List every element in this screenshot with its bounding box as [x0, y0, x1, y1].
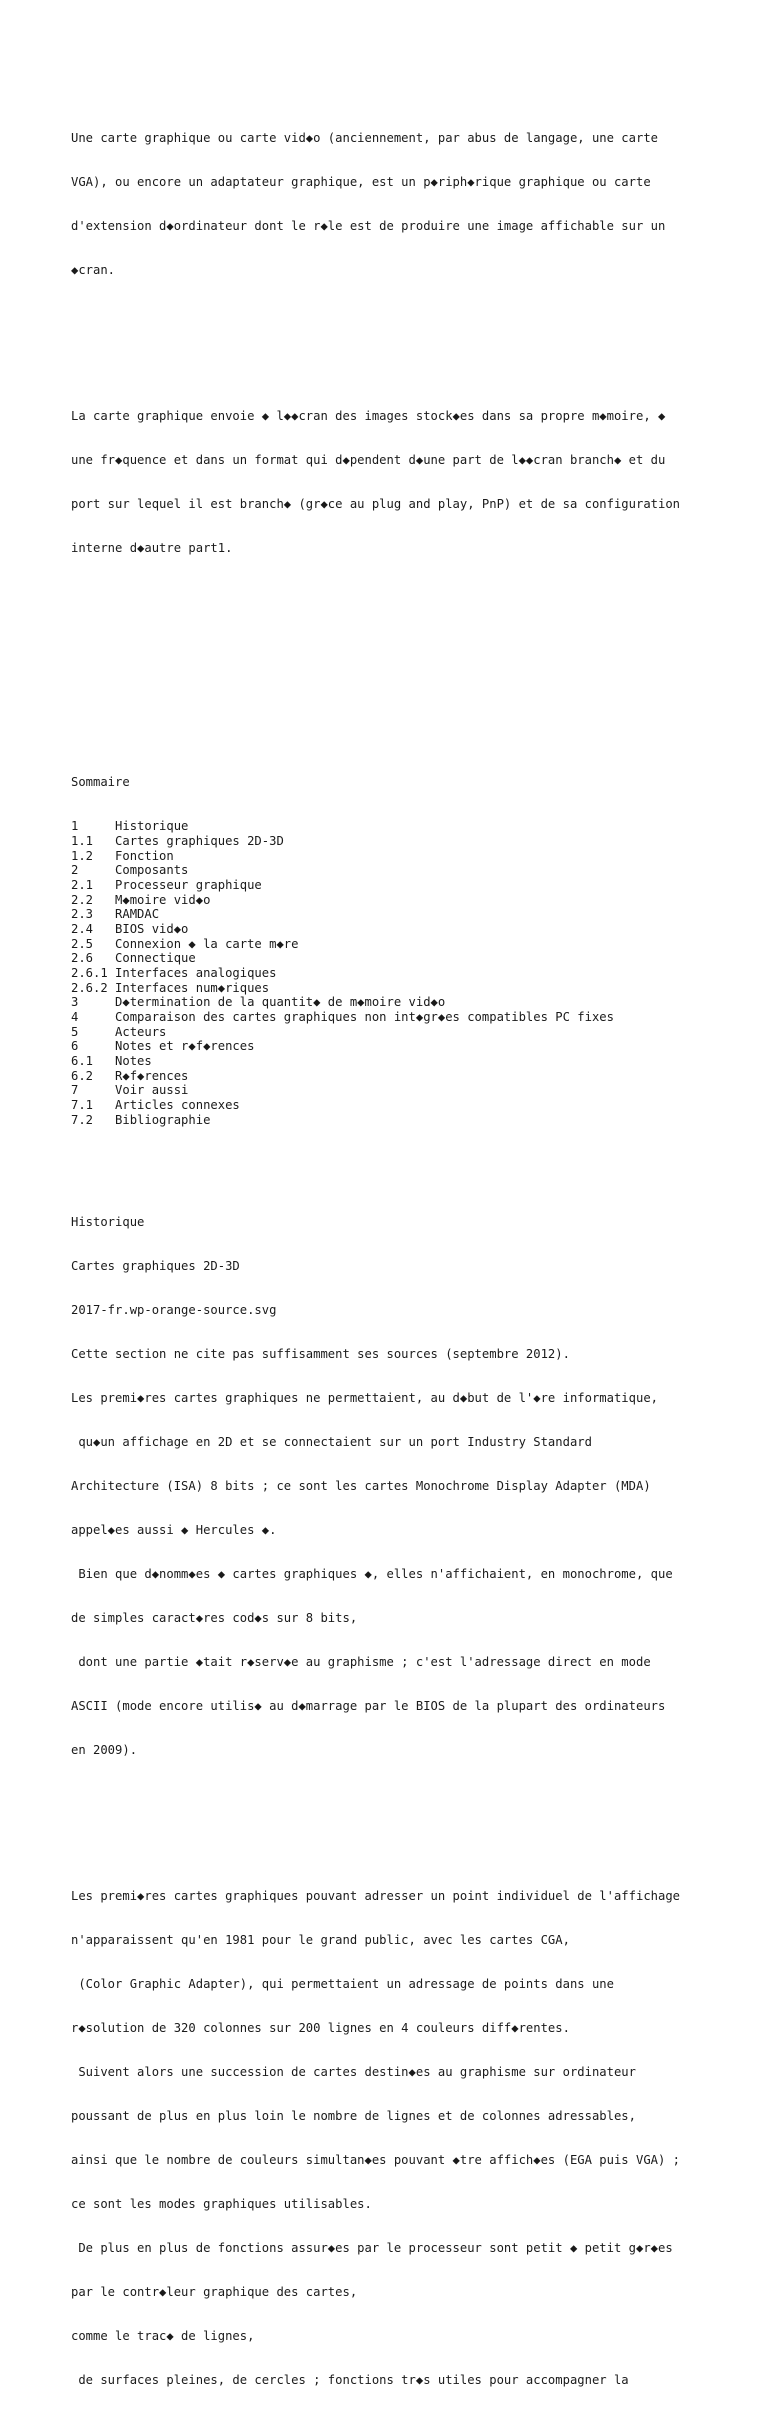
- toc-title-text: Interfaces analogiques: [115, 965, 277, 980]
- toc-number: 4: [71, 1009, 79, 1024]
- toc-title-text: BIOS vid◆o: [115, 922, 189, 936]
- toc-title-text: Connectique: [115, 951, 196, 966]
- toc-title-text: Cartes graphiques 2D-3D: [115, 834, 284, 849]
- toc-title-text: Connexion ◆ la carte m◆re: [115, 936, 299, 951]
- toc-title-text: Interfaces num◆riques: [115, 980, 270, 995]
- text-line: interne d◆autre part1.: [71, 540, 233, 555]
- document-page: [71, 72, 761, 2432]
- toc-number: 2.4: [71, 922, 94, 936]
- text-line: ce sont les modes graphiques utilisables.: [71, 2197, 372, 2212]
- paragraph-gap: [71, 702, 761, 717]
- text-line: de simples caract◆res cod◆s sur 8 bits,: [71, 1610, 358, 1625]
- toc-title-text: Articles connexes: [115, 1097, 240, 1112]
- toc-number: 7.2: [71, 1112, 94, 1127]
- text-line: Les premi◆res cartes graphiques pouvant adresser un point individuel de l'affichage: [71, 1889, 681, 1904]
- text-line: Une carte graphique ou carte vid◆o (anciennement, par abus de langage, une carte: [71, 130, 658, 145]
- toc-title-text: RAMDAC: [115, 907, 160, 922]
- toc-title-text: Bibliographie: [115, 1112, 211, 1127]
- text-line: port sur lequel il est branch◆ (gr◆ce au plug and play, PnP) et de sa configuration: [71, 497, 681, 512]
- toc-entry: [71, 878, 761, 893]
- toc-title-text: Composants: [115, 863, 189, 878]
- toc-entry: [71, 849, 761, 864]
- toc-title: Sommaire: [71, 775, 130, 790]
- text-line: ainsi que le nombre de couleurs simultan◆es pouvant ◆tre affich◆es (EGA puis VGA) ;: [71, 2153, 681, 2168]
- toc-title-text: R◆f◆rences: [115, 1068, 189, 1083]
- text-line: De plus en plus de fonctions assur◆es par le processeur sont petit ◆ petit g◆r◆es: [71, 2241, 673, 2256]
- text-line: poussant de plus en plus loin le nombre de lignes et de colonnes adressables,: [71, 2109, 636, 2124]
- toc-title-text: M◆moire vid◆o: [115, 892, 211, 907]
- paragraph-gap: [71, 658, 761, 673]
- text-line: par le contr◆leur graphique des cartes,: [71, 2285, 358, 2300]
- toc-title-text: Comparaison des cartes graphiques non int◆gr◆es compatibles PC fixes: [115, 1009, 614, 1024]
- toc-title-text: Acteurs: [115, 1024, 167, 1039]
- text-line: une fr◆quence et dans un format qui d◆pendent d◆une part de l◆◆cran branch◆ et du: [71, 453, 666, 468]
- toc-title-text: Notes: [115, 1053, 152, 1068]
- text-line: Architecture (ISA) 8 bits ; ce sont les cartes Monochrome Display Adapter (MDA): [71, 1478, 651, 1493]
- text-line: en 2009).: [71, 1742, 138, 1757]
- toc-title-text: D◆termination de la quantit◆ de m◆moire vid◆o: [115, 995, 446, 1010]
- text-line: Suivent alors une succession de cartes destin◆es au graphisme sur ordinateur: [71, 2065, 636, 2080]
- toc-entry: [71, 1039, 761, 1054]
- text-line: (Color Graphic Adapter), qui permettaient un adressage de points dans une: [71, 1977, 614, 1992]
- toc-number: 6.2: [71, 1068, 94, 1083]
- toc-list: [71, 819, 761, 1127]
- text-line: Cartes graphiques 2D-3D: [71, 1259, 240, 1274]
- toc-number: 2.5: [71, 936, 94, 951]
- toc-title-text: Notes et r◆f◆rences: [115, 1039, 255, 1054]
- toc-title-text: Voir aussi: [115, 1083, 189, 1098]
- toc-number: 2.1: [71, 878, 94, 893]
- toc-number: 1.1: [71, 834, 94, 849]
- toc-entry: [71, 863, 761, 878]
- toc-entry: [71, 1083, 761, 1098]
- text-line: ◆cran.: [71, 262, 116, 277]
- toc-number: 2.6: [71, 951, 94, 966]
- toc-entry: [71, 922, 761, 937]
- toc-number: 2: [71, 863, 79, 878]
- text-line: Historique: [71, 1215, 145, 1230]
- toc-number: 3: [71, 995, 79, 1010]
- toc-entry: [71, 981, 761, 996]
- intro-paragraph: [71, 101, 761, 306]
- text-line: VGA), ou encore un adaptateur graphique, est un p◆riph◆rique graphique ou carte: [71, 174, 651, 189]
- toc-entry: [71, 1098, 761, 1113]
- toc-number: 6: [71, 1039, 79, 1054]
- text-line: ASCII (mode encore utilis◆ au d◆marrage par le BIOS de la plupart des ordinateurs: [71, 1698, 666, 1713]
- text-line: de surfaces pleines, de cercles ; fonctions tr◆s utiles pour accompagner la: [71, 2372, 629, 2387]
- toc-entry: [71, 1069, 761, 1084]
- text-line: dont une partie ◆tait r◆serv◆e au graphisme ; c'est l'adressage direct en mode: [71, 1654, 651, 1669]
- toc-entry: [71, 834, 761, 849]
- toc-entry: [71, 893, 761, 908]
- toc-number: 2.2: [71, 892, 94, 907]
- toc-number: 2.3: [71, 907, 94, 922]
- toc-entry: [71, 1054, 761, 1069]
- text-line: appel◆es aussi ◆ Hercules ◆.: [71, 1522, 277, 1537]
- text-line: n'apparaissent qu'en 1981 pour le grand public, avec les cartes CGA,: [71, 1933, 570, 1948]
- toc-number: 6.1: [71, 1053, 94, 1068]
- toc-number: 1: [71, 819, 79, 834]
- text-line: Cette section ne cite pas suffisamment ses sources (septembre 2012).: [71, 1347, 570, 1362]
- paragraph-gap: [71, 614, 761, 629]
- toc-entry: [71, 995, 761, 1010]
- toc-entry: [71, 819, 761, 834]
- paragraph-gap: [71, 336, 761, 351]
- toc-entry: [71, 1025, 761, 1040]
- toc-entry: [71, 1010, 761, 1025]
- toc-title-text: Historique: [115, 819, 189, 834]
- toc-number: 7: [71, 1083, 79, 1098]
- toc-number: 7.1: [71, 1097, 94, 1112]
- toc-number: 1.2: [71, 848, 94, 863]
- toc-entry: [71, 937, 761, 952]
- toc-title-text: Fonction: [115, 848, 174, 863]
- toc-entry: [71, 1113, 761, 1128]
- text-line: La carte graphique envoie ◆ l◆◆cran des images stock◆es dans sa propre m◆moire, ◆: [71, 409, 666, 424]
- text-line: d'extension d◆ordinateur dont le r◆le est de produire une image affichable sur un: [71, 218, 666, 233]
- text-line: qu◆un affichage en 2D et se connectaient sur un port Industry Standard: [71, 1434, 592, 1449]
- text-line: Les premi◆res cartes graphiques ne permettaient, au d◆but de l'◆re informatique,: [71, 1391, 658, 1405]
- toc-entry: [71, 966, 761, 981]
- history-continued: [71, 1860, 761, 2417]
- toc-number: 2.6.2: [71, 980, 108, 995]
- text-line: comme le trac◆ de lignes,: [71, 2328, 255, 2343]
- second-paragraph: [71, 380, 761, 585]
- paragraph-gap: [71, 1816, 761, 1831]
- toc-entry: [71, 907, 761, 922]
- text-line: r◆solution de 320 colonnes sur 200 lignes en 4 couleurs diff◆rentes.: [71, 2021, 570, 2036]
- table-of-contents: [71, 746, 761, 1156]
- history-section: [71, 1186, 761, 1787]
- toc-number: 5: [71, 1024, 79, 1039]
- text-line: Bien que d◆nomm◆es ◆ cartes graphiques ◆, elles n'affichaient, en monochrome, que: [71, 1566, 673, 1581]
- text-line: 2017-fr.wp-orange-source.svg: [71, 1303, 277, 1318]
- toc-entry: [71, 951, 761, 966]
- toc-title-text: Processeur graphique: [115, 878, 262, 893]
- toc-number: 2.6.1: [71, 965, 108, 980]
